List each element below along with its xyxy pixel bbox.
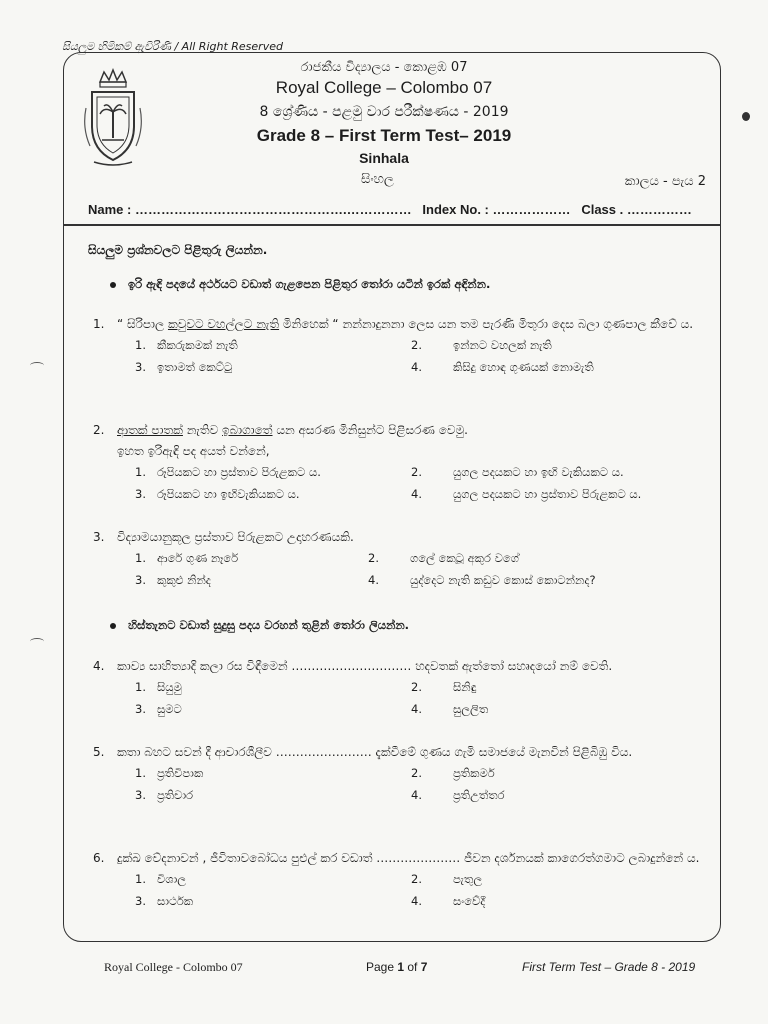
option-4[interactable]: 4. සුලලිත (411, 702, 489, 716)
option-2[interactable]: 2. ගලේ කෙටූ අකුර වගේ (368, 551, 519, 565)
option-1[interactable]: 1. රූපියකට හා ප්‍රස්තාව පිරුළකට ය. (135, 465, 321, 479)
punch-hole-mark (30, 638, 44, 645)
punch-hole-mark (30, 362, 44, 369)
bullet-icon (110, 623, 116, 629)
page-number: Page 1 of 7 (366, 960, 428, 974)
option-3[interactable]: 3. රූපියකට හා ඉඟිවැකියකට ය. (135, 487, 300, 501)
question-1: 1. “ සිරිපාල කවුවට වහල්ලට නැති මිනිහෙක් “ නන්නාදුනනා ලෙස යන තම පැරණි මිතුරා දෙස බලා ගුණපාල කීවේ ය. 1. කීකරුකමක් නැති 2. ඉන්නට වහලක් නැති 3. ඉතාමත් කෙට්ටු 4. කිසිදු හොඳ ගුණයක් නොමැති (93, 314, 705, 335)
option-4[interactable]: 4. යුගල පදයකට හා ප්‍රස්තාව පිරුළකට ය. (411, 487, 642, 501)
option-3[interactable]: 3. ඉතාමත් කෙට්ටු (135, 360, 233, 374)
class-field[interactable]: Class . …………… (581, 202, 692, 217)
option-4[interactable]: 4. යුද්දෙට නැති කඩුව කොස් කොටන්නද? (368, 573, 596, 587)
option-1[interactable]: 1. කීකරුකමක් නැති (135, 338, 238, 352)
option-3[interactable]: 3. සාර්ථක (135, 894, 194, 908)
question-text: දුක්ඛ වේදනාවන් , ජීවිතාවබෝධය පුළුල් කර වඩාත් ………………… ජීවන දර්ශනයක් කාගෙරත්ගමාට ලබාදුන්නේ ය. (117, 851, 700, 865)
question-subtext: ඉහත ඉරිඇඳි පද අයත් වන්නේ, (117, 444, 270, 458)
option-3[interactable]: 3. ප්‍රතිචාර (135, 788, 194, 802)
question-2: 2. ආතක් පාතක් නැතිව ඉබාගාතේ යන අසරණ මිනිසුන්ට පිළිසරණ වෙමු. ඉහත ඉරිඇඳි පද අයත් වන්නේ, 1. රූපියකට හා ප්‍රස්තාව පිරුළකට ය. 2. යුගල පදයකට හා ඉඟි වැකියකට ය. 3. රූපියකට හා ඉඟිවැකියකට ය. 4. යුගල පදයකට හා ප්‍රස්තාව පිරුළකට ය. (93, 420, 705, 462)
question-3: 3. විද්‍යාමයානුකූල ප්‍රස්තාව පිරුළකට උදාහරණයකි. 1. ආරේ ගුණ නෑරේ 2. ගලේ කෙටූ අකුර වගේ 3. කුකුළු නින්ද 4. යුද්දෙට නැති කඩුව කොස් කොටන්නද? (93, 527, 705, 548)
option-1[interactable]: 1. ආරේ ගුණ නෑරේ (135, 551, 239, 565)
question-4: 4. කාව්‍ය සාහිත්‍යාදි කලා රස විඳීමෙන් ………………………… හදවතක් ඇත්තෝ සහෘදයෝ නම් වෙති. 1. සියුමු 2. සිනිඳු 3. සුමට 4. සුලලිත (93, 656, 705, 677)
exam-duration: කාලය - පැය 2 (624, 174, 706, 189)
option-1[interactable]: 1. සියුමු (135, 680, 182, 694)
question-text: “ සිරිපාල කවුවට වහල්ලට නැති මිනිහෙක් “ නන්නාදුනනා ලෙස යන තම පැරණි මිතුරා දෙස බලා ගුණපාල කීවේ ය. (117, 317, 694, 331)
option-2[interactable]: 2. සිනිඳු (411, 680, 477, 694)
general-instruction: සියලුම ප්‍රශ්නවලට පිළිතුරු ලියන්න. (88, 243, 268, 257)
school-name-sinhala: රාජකීය විද්‍යාලය - කොළඹ 07 (300, 60, 468, 75)
question-text: කාව්‍ය සාහිත්‍යාදි කලා රස විඳීමෙන් ………………………… හදවතක් ඇත්තෝ සහෘදයෝ නම් වෙති. (117, 659, 613, 673)
option-2[interactable]: 2. පැතුල (411, 872, 483, 886)
option-2[interactable]: 2. ප්‍රතිකර්ම (411, 766, 495, 780)
footer-school: Royal College - Colombo 07 (104, 960, 243, 974)
question-6: 6. දුක්ඛ වේදනාවන් , ජීවිතාවබෝධය පුළුල් කර වඩාත් ………………… ජීවන දර්ශනයක් කාගෙරත්ගමාට ලබාදුන්නේ ය. 1. විශාල 2. පැතුල 3. සාර්ථක 4. සංවේදී (93, 848, 705, 869)
scan-mark (742, 112, 750, 121)
exam-title-english: Grade 8 – First Term Test– 2019 (256, 126, 512, 145)
school-name-english: Royal College – Colombo 07 (275, 78, 493, 97)
student-id-line (88, 202, 692, 217)
option-2[interactable]: 2. යුගල පදයකට හා ඉඟි වැකියකට ය. (411, 465, 624, 479)
option-1[interactable]: 1. ප්‍රතිවිපාක (135, 766, 204, 780)
question-text: විද්‍යාමයානුකූල ප්‍රස්තාව පිරුළකට උදාහරණයකි. (117, 530, 354, 544)
subject-sinhala: සිංහල (361, 172, 394, 187)
index-field[interactable]: Index No. : ……………… (422, 202, 571, 217)
name-field[interactable]: Name : ………………………………………….…………… (88, 202, 412, 217)
option-4[interactable]: 4. ප්‍රතිඋත්තර (411, 788, 505, 802)
section-instruction-1: ඉරි ඇඳි පදයේ අර්ථයට වඩාත් ගැළපෙන පිළිතුර තෝරා යටින් ඉරක් අඳින්න. (110, 277, 490, 292)
option-3[interactable]: 3. කුකුළු නින්ද (135, 573, 211, 587)
option-1[interactable]: 1. විශාල (135, 872, 187, 886)
rights-notice: සියලුම හිමිකම් ඇවිරිණි / All Right Reserved (62, 40, 283, 53)
option-3[interactable]: 3. සුමට (135, 702, 182, 716)
option-4[interactable]: 4. කිසිදු හොඳ ගුණයක් නොමැති (411, 360, 594, 374)
question-text: ආතක් පාතක් නැතිව ඉබාගාතේ යන අසරණ මිනිසුන්ට පිළිසරණ වෙමු. (117, 423, 468, 437)
option-2[interactable]: 2. ඉන්නට වහලක් නැති (411, 338, 552, 352)
option-4[interactable]: 4. සංවේදී (411, 894, 486, 908)
footer-exam: First Term Test – Grade 8 - 2019 (522, 960, 696, 974)
header-divider (64, 224, 720, 226)
bullet-icon (110, 282, 116, 288)
subject-english: Sinhala (359, 150, 409, 166)
question-text: කතා බහට සවන් දී ආචාරශීලීව …………………… දැක්වීමේ ගුණය ගැමි සමාජයේ මැනවින් පිළිබිඹු විය. (117, 745, 633, 759)
exam-title-sinhala: 8 ශ්‍රේණිය - පළමු වාර පරීක්ෂණය - 2019 (259, 104, 509, 120)
section-instruction-2: හිස්තැනට වඩාත් සුදුසු පදය වරහන් තුළින් තෝරා ලියන්න. (110, 618, 409, 633)
question-5: 5. කතා බහට සවන් දී ආචාරශීලීව …………………… දැක්වීමේ ගුණය ගැමි සමාජයේ මැනවින් පිළිබිඹු විය. 1. ප්‍රතිවිපාක 2. ප්‍රතිකර්ම 3. ප්‍රතිචාර 4. ප්‍රතිඋත්තර (93, 742, 705, 763)
